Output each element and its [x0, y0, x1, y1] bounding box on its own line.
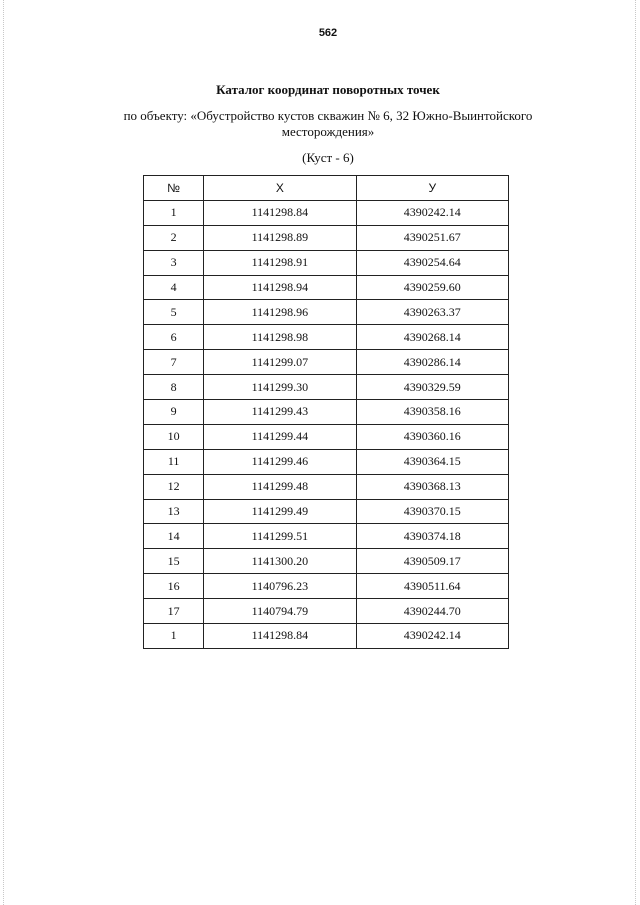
table-row [144, 424, 509, 449]
table-row [144, 624, 509, 649]
cell-y: 4390370.15 [356, 499, 508, 524]
cell-y: 4390244.70 [356, 599, 508, 624]
table-row [144, 325, 509, 350]
cell-x: 1141299.49 [204, 499, 356, 524]
cell-y: 4390259.60 [356, 275, 508, 300]
cell-number: 1 [144, 624, 204, 649]
cell-y: 4390251.67 [356, 225, 508, 250]
table-row [144, 549, 509, 574]
cell-number: 2 [144, 225, 204, 250]
cell-number: 10 [144, 424, 204, 449]
cell-x: 1141299.51 [204, 524, 356, 549]
cell-x: 1141298.98 [204, 325, 356, 350]
cell-y: 4390511.64 [356, 574, 508, 599]
cell-y: 4390263.37 [356, 300, 508, 325]
table-row [144, 350, 509, 375]
table-row [144, 474, 509, 499]
cell-number: 5 [144, 300, 204, 325]
cell-number: 11 [144, 449, 204, 474]
cell-x: 1141298.91 [204, 250, 356, 275]
table-row [144, 275, 509, 300]
table-row [144, 250, 509, 275]
cell-y: 4390242.14 [356, 200, 508, 225]
table-row [144, 599, 509, 624]
table-row [144, 200, 509, 225]
cell-y: 4390368.13 [356, 474, 508, 499]
table-header-row [144, 176, 509, 201]
document-subtitle [110, 108, 546, 140]
cell-number: 12 [144, 474, 204, 499]
header-y: У [356, 176, 508, 201]
cell-y: 4390374.18 [356, 524, 508, 549]
cell-y: 4390286.14 [356, 350, 508, 375]
coordinates-table [143, 175, 509, 649]
table-row [144, 499, 509, 524]
page-number: 562 [318, 27, 338, 39]
cell-number: 13 [144, 499, 204, 524]
cell-x: 1141299.46 [204, 449, 356, 474]
table-body [144, 200, 509, 648]
cell-x: 1141298.84 [204, 200, 356, 225]
cell-number: 4 [144, 275, 204, 300]
cell-x: 1141298.84 [204, 624, 356, 649]
cell-x: 1141298.96 [204, 300, 356, 325]
cell-number: 1 [144, 200, 204, 225]
subtitle-line-2: месторождения» [281, 124, 375, 139]
cell-y: 4390509.17 [356, 549, 508, 574]
cell-number: 17 [144, 599, 204, 624]
left-margin-line [3, 0, 4, 905]
document-title: Каталог координат поворотных точек [216, 82, 440, 97]
cell-x: 1141298.94 [204, 275, 356, 300]
cell-x: 1141299.07 [204, 350, 356, 375]
cell-x: 1141299.44 [204, 424, 356, 449]
table-row [144, 375, 509, 400]
cell-x: 1141300.20 [204, 549, 356, 574]
cell-y: 4390242.14 [356, 624, 508, 649]
cell-y: 4390358.16 [356, 400, 508, 425]
cell-number: 8 [144, 375, 204, 400]
table-row [144, 449, 509, 474]
right-margin-line [635, 0, 636, 905]
cell-number: 6 [144, 325, 204, 350]
cell-number: 7 [144, 350, 204, 375]
subtitle-line-1: по объекту: «Обустройство кустов скважин № 6, 32 Южно-Выинтойского [123, 108, 533, 123]
group-label: (Куст - 6) [302, 150, 354, 165]
cell-x: 1140796.23 [204, 574, 356, 599]
cell-x: 1141299.48 [204, 474, 356, 499]
cell-x: 1140794.79 [204, 599, 356, 624]
cell-number: 3 [144, 250, 204, 275]
cell-number: 14 [144, 524, 204, 549]
cell-y: 4390268.14 [356, 325, 508, 350]
cell-y: 4390360.16 [356, 424, 508, 449]
table-row [144, 300, 509, 325]
cell-number: 9 [144, 400, 204, 425]
cell-number: 15 [144, 549, 204, 574]
table-row [144, 400, 509, 425]
cell-number: 16 [144, 574, 204, 599]
cell-x: 1141299.30 [204, 375, 356, 400]
cell-y: 4390254.64 [356, 250, 508, 275]
table-row [144, 225, 509, 250]
cell-y: 4390364.15 [356, 449, 508, 474]
cell-x: 1141299.43 [204, 400, 356, 425]
header-number: № [144, 176, 204, 201]
header-x: Х [204, 176, 356, 201]
table-row [144, 524, 509, 549]
table-row [144, 574, 509, 599]
cell-x: 1141298.89 [204, 225, 356, 250]
cell-y: 4390329.59 [356, 375, 508, 400]
